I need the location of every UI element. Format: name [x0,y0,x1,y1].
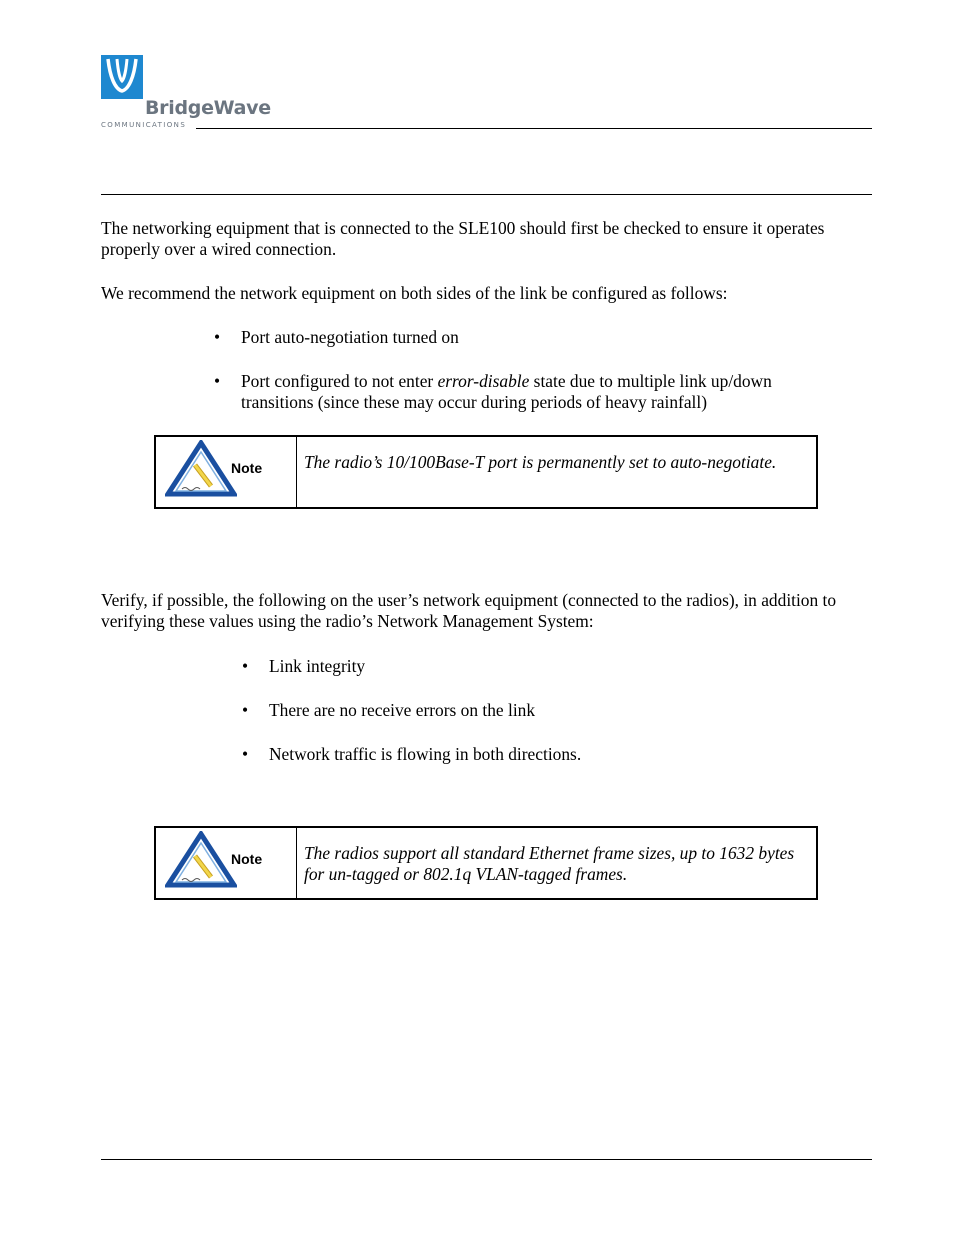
list-item-text-post: state due to multiple link up/down transitions (since these may occur during periods of heavy rainfall) [241,371,772,412]
bridgewave-logo [101,55,271,131]
list-item [242,656,829,677]
bullet-icon: • [242,656,249,676]
list-item-text: Network traffic is flowing in both directions. [269,744,582,764]
brand-name: BridgeWave [145,97,271,119]
list-item-text: Port auto-negotiation turned on [241,327,459,347]
note-text: The radios support all standard Ethernet frame sizes, up to 1632 bytes for un-tagged or 802.1q VLAN-tagged frames. [304,843,795,884]
list-item [242,700,829,721]
list-item-emphasis: error-disable [437,371,530,391]
pencil-warning-triangle-icon [165,440,237,498]
footer-rule [101,1159,872,1160]
note-label: Note [231,460,263,476]
note-icon-cell [156,437,297,507]
pencil-warning-triangle-icon [165,831,237,889]
recommend-paragraph: We recommend the network equipment on both sides of the link be configured as follows: [101,283,728,303]
note-text: The radio’s 10/100Base-T port is permanently set to auto-negotiate. [304,452,777,472]
list-item [214,327,841,348]
bullet-icon: • [214,327,221,347]
bullet-icon: • [214,371,221,391]
section-rule [101,194,872,195]
bullet-icon: • [242,700,249,720]
note-icon-cell [156,828,297,898]
note-box [154,826,818,900]
list-item-text-pre: Port configured to not enter [241,371,438,391]
intro-paragraph: The networking equipment that is connected to the SLE100 should first be checked to ensure it operates properly over a wired connection. [101,218,825,259]
list-item-text: There are no receive errors on the link [269,700,536,720]
header-rule [196,128,872,129]
list-item [214,371,831,413]
bullet-icon: • [242,744,249,764]
brand-subtitle: COMMUNICATIONS [101,121,187,129]
list-item-text: Link integrity [269,656,366,676]
list-item [242,744,829,765]
bridgewave-mark-icon [101,55,143,99]
note-label: Note [231,851,263,867]
note-box [154,435,818,509]
verify-paragraph: Verify, if possible, the following on the user’s network equipment (connected to the radios), in addition to verifying these values using the radio’s Network Management System: [101,590,837,631]
